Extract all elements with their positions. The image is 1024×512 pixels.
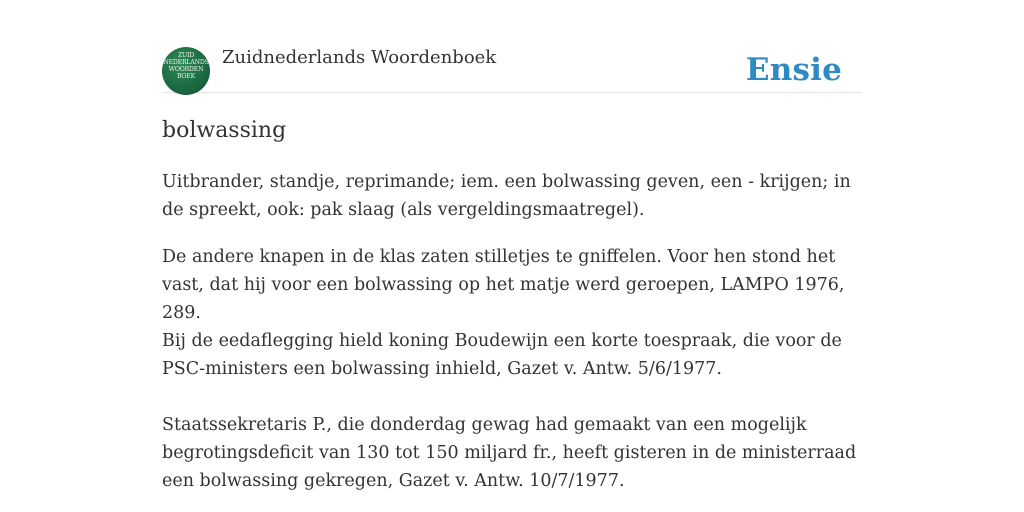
source-logo-text bbox=[162, 52, 210, 80]
example-quote: Bij de eedaflegging hield koning Boudewijn een korte toespraak, die voor de PSC-ministers een bolwassing inhield, Gazet v. Antw. 5/6/1977. bbox=[162, 331, 842, 379]
page bbox=[162, 0, 862, 512]
header bbox=[162, 44, 862, 93]
logo-line: ZUID bbox=[177, 52, 195, 59]
ensie-brand-link[interactable]: Ensie bbox=[745, 52, 842, 88]
source-logo[interactable] bbox=[162, 47, 210, 95]
definition-text: Uitbrander, standje, reprimande; iem. een bolwassing geven, een - krijgen; in de spreekt, ook: pak slaag (als vergeldingsmaatregel). bbox=[162, 172, 851, 220]
example-quote: Staatssekretaris P., die donderdag gewag had gemaakt van een mogelijk begrotingsdeficit van 130 tot 150 miljard fr., heeft gisteren in de ministerraad een bolwassing gekregen, Gazet v. Antw. 10/7/1977. bbox=[162, 415, 857, 491]
logo-line: BOEK bbox=[176, 73, 196, 80]
logo-line: WOORDEN bbox=[168, 66, 204, 73]
source-name-link[interactable]: Zuidnederlands Woordenboek bbox=[222, 47, 497, 68]
headword-title: bolwassing bbox=[162, 118, 287, 143]
example-quote: De andere knapen in de klas zaten stilletjes te gniffelen. Voor hen stond het vast, dat hij voor een bolwassing op het matje werd geroepen, LAMPO 1976, 289. bbox=[162, 247, 845, 323]
logo-line: NEDERLANDS bbox=[163, 59, 209, 66]
